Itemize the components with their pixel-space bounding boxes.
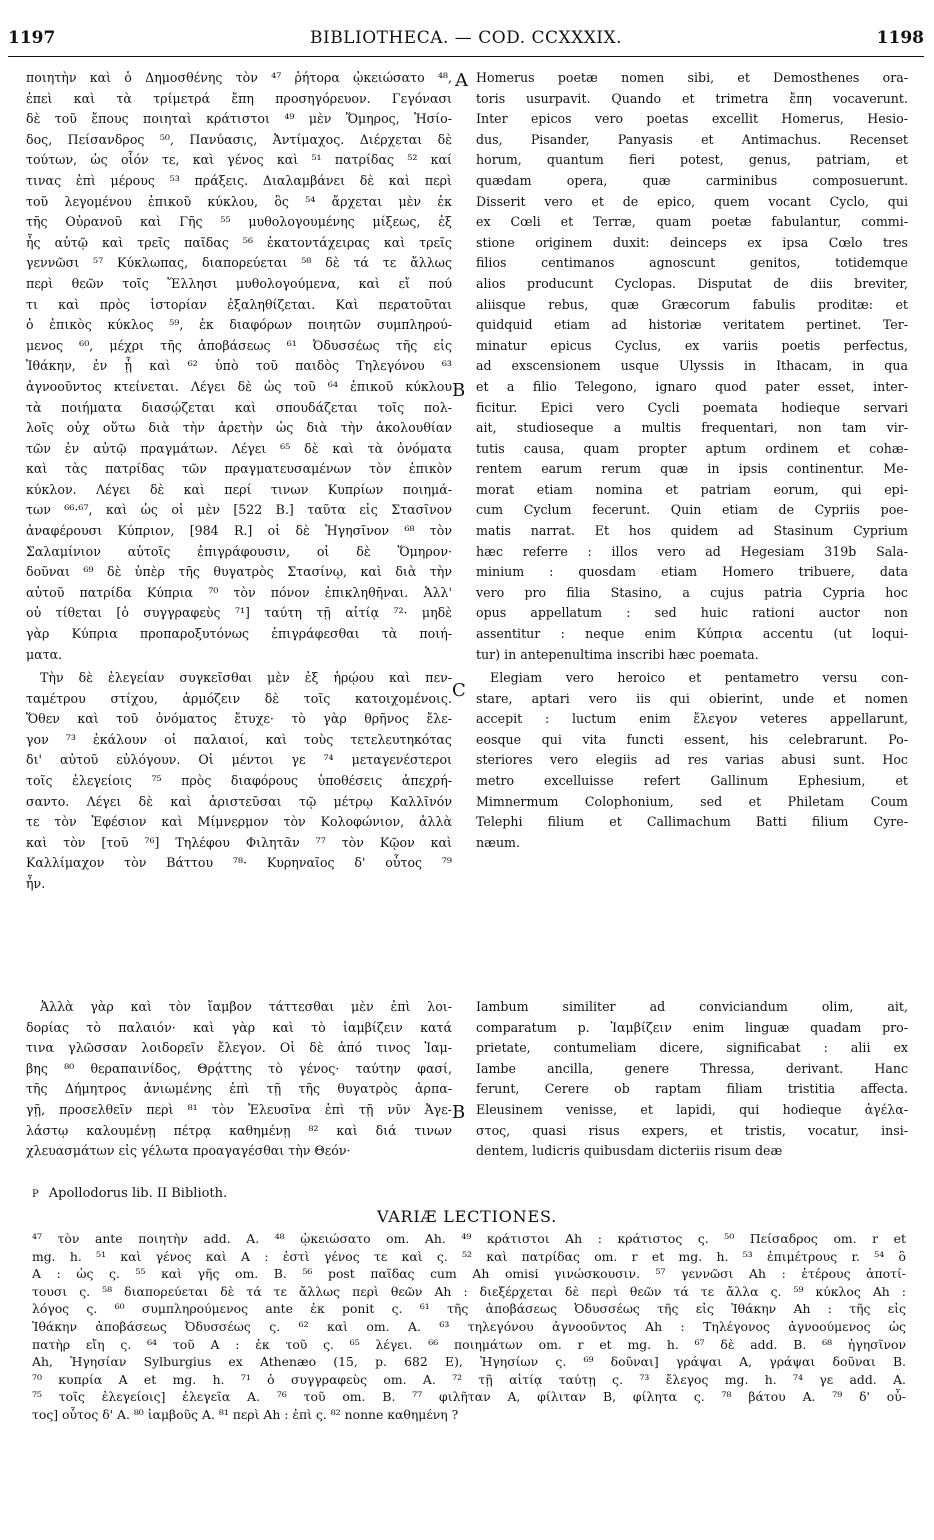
text-line: toris usurpavit. Quando et trimetra ἔπη vocaverunt. — [476, 90, 908, 106]
text-line: tur) in antepenultima inscribi hæc poemata. — [476, 646, 759, 662]
text-line: matis narrat. Et hos quidem ad Stasinum Cyprium — [476, 523, 908, 539]
text-line: τινα γλῶσσαν λοιδορεῖν ἔλεγον. Οἱ δὲ ἀπό τινος Ἰαμ- — [26, 1040, 452, 1056]
footnote — [32, 1186, 227, 1201]
text-line: quædam opera, quæ carminibus composuerunt. — [476, 172, 908, 188]
page-header — [8, 28, 924, 58]
text-line: vero pro filia Stasino, a cujus patria Cypria hoc — [476, 584, 908, 600]
text-line: dentem, ludicris quibusdam dicteriis risum deæ — [476, 1143, 783, 1159]
text-line: ficitur. Epici vero Cycli poemata hodieque servari — [476, 399, 908, 415]
text-line: minatur epicus Cyclus, ex variis poetis perfectus, — [476, 337, 908, 353]
margin-marker-c: C — [452, 680, 466, 701]
text-line: γῇ, προσελθεῖν περὶ ⁸¹ τὸν Ἐλευσῖνα ἐπὶ τῇ νῦν Ἀγε- — [26, 1101, 452, 1117]
text-line: τος] οὗτος δ' A. ⁸⁰ ἰαμβοῦς A. ⁸¹ περὶ Ah : ἐπὶ ς. ⁸² nonne καθημένη ? — [32, 1406, 459, 1422]
text-line: δοῦναι ⁶⁹ δὲ ὑπὲρ τῆς θυγατρὸς Στασίνῳ, καὶ διὰ τὴν — [26, 564, 452, 580]
text-line: τουσι ς. ⁵⁸ διαπορεύεται δὲ τά τε ἄλλως περὶ θεῶν Ah : διεξέρχεται δὲ περὶ θεῶν τά τε ἄλλα ς. ⁵⁹ κύκλος Ah : — [32, 1283, 906, 1299]
variae-lectiones-title: VARIÆ LECTIONES. — [376, 1207, 558, 1226]
latin-column-block-2 — [476, 668, 908, 853]
text-line: comparatum p. Ἰαμβίζειν enim linguæ quadam pro- — [476, 1019, 908, 1035]
text-line: accepit : luctum enim ἔλεγον veteres appellarunt, — [476, 711, 908, 727]
text-line: næum. — [476, 834, 521, 850]
text-line: δος, Πείσανδρος ⁵⁰, Πανύασις, Ἀντίμαχος. Διέρχεται δὲ — [26, 131, 452, 147]
right-page-number: 1198 — [876, 28, 924, 48]
text-line: οὐ τίθεται [ὁ συγγραφεὺς ⁷¹] ταύτη τῇ αἰτίᾳ ⁷²· μηδὲ — [26, 605, 452, 621]
margin-marker-b: B — [452, 380, 466, 401]
text-line: ἐπεὶ καὶ τὰ τρίμετρά ἔπη προσηγόρευον. Γεγόνασι — [26, 90, 452, 106]
text-line: τῆς Δήμητρος ἀνιωμένης ἐπὶ τῇ τῆς θυγατρὸς ἁρπα- — [26, 1081, 452, 1097]
text-line: Ah, Ἡγησίαν Sylburgius ex Athenæo (15, p. 682 E), Ἡγησίων ς. ⁶⁹ δοῦναι] γράψαι A, γράψαι δοῦναι B. — [32, 1354, 906, 1370]
text-line: λάστῳ καλουμένῃ πέτρᾳ καθημένῃ ⁸² καὶ διά τινων — [26, 1122, 452, 1138]
text-line: Homerus poetæ nomen sibi, et Demosthenes ora- — [476, 70, 908, 85]
text-line: Τὴν δὲ ἐλεγείαν συγκεῖσθαι μὲν ἐξ ἡρῴου καὶ πεν- — [40, 670, 452, 685]
footnote-mark: P — [32, 1189, 39, 1200]
text-line: metro excelluisse refert Gallinum Ephesium, et — [476, 772, 908, 788]
text-line: Telephi filium et Callimachum Batti filium Cyre- — [476, 814, 908, 830]
text-line: minium : quosdam etiam Homero tribuere, data — [476, 564, 908, 580]
text-line: ἀγνοοῦντος κτείνεται. Λέγει δὲ ὡς τοῦ ⁶⁴ ἐπικοῦ κύκλου — [26, 378, 452, 394]
text-line: τινας ἐπὶ μέρους ⁵³ πράξεις. Διαλαμβάνει δὲ καὶ περὶ — [26, 172, 452, 188]
text-line: stare, aptari vero iis qui obierint, unde et nomen — [476, 690, 908, 706]
left-page-number: 1197 — [8, 28, 56, 48]
text-line: λόγος ς. ⁶⁰ συμπληρούμενος ante ἐκ ponit ς. ⁶¹ τῆς ἀποβάσεως Ὀδυσσέως τῆς εἰς Ἰθάκην Ah : τῆς εἰς — [32, 1301, 906, 1317]
latin-column-block-1 — [476, 68, 908, 665]
text-line: tutis causa, quam propter aptum ordinem et cohæ- — [476, 440, 908, 456]
text-line: horum, quantum fieri potest, genus, patriam, et — [476, 152, 908, 168]
text-line: μενος ⁶⁰, μέχρι τῆς ἀποβάσεως ⁶¹ Ὀδυσσέως τῆς εἰς — [26, 337, 452, 353]
text-line: δι' αὐτοῦ εὐλόγουν. Οἱ μέντοι γε ⁷⁴ μεταγενέστεροι — [26, 752, 452, 768]
text-line: δὲ τοῦ ἔπους ποιηταὶ κράτιστοι ⁴⁹ μὲν Ὅμηρος, Ἡσίο- — [26, 111, 452, 127]
text-line: τοῦ λεγομένου ἐπικοῦ κύκλου, ὃς ⁵⁴ ἄρχεται μὲν ἐκ — [26, 193, 452, 209]
greek-column-block-2 — [26, 668, 452, 895]
text-line: τι καὶ πρὸς ἱστορίαν ἐξαληθίζεται. Καὶ περατοῦται — [26, 296, 452, 312]
text-line: filios centimanos agnoscunt genitos, totidemque — [476, 255, 908, 271]
text-line: γον ⁷³ ἐκάλουν οἱ παλαιοί, καὶ τοὺς τετελευτηκότας — [26, 731, 452, 747]
header-rule — [8, 56, 924, 57]
text-line: σαντο. Λέγει δὲ καὶ ἀριστεῦσαι τῷ μέτρῳ Καλλῖνόν — [26, 793, 452, 809]
text-line: τε τὸν Ἐφέσιον καὶ Μίμνερμον τὸν Κολοφώνιον, ἀλλὰ — [26, 814, 452, 830]
text-line: cum Cyclum fecerunt. Quin etiam de Cypriis poe- — [476, 502, 908, 518]
text-line: Καλλίμαχον τὸν Βάττου ⁷⁸· Κυρηναῖος δ' οὗτος ⁷⁹ — [26, 855, 452, 871]
text-line: Disserit vero et de epico, quem vocant Cyclo, qui — [476, 193, 908, 209]
text-line: Iambum similiter ad conviciandum olim, ait, — [476, 999, 908, 1014]
text-line: ταμέτρου στίχου, ἁρμόζειν δὲ τοῖς κατοιχομένοις. — [26, 690, 452, 706]
text-line: ἧς αὐτῷ καὶ τρεῖς παῖδας ⁵⁶ ἑκατοντάχειρας καὶ τρεῖς — [26, 234, 452, 250]
text-line: τοῖς ἐλεγείοις ⁷⁵ πρὸς διαφόρους ὑποθέσεις ἀπεχρή- — [26, 772, 452, 788]
text-line: ait, studioseque a multis frequentari, non tam vir- — [476, 420, 908, 436]
text-line: ἀναφέρουσι Κύπριον, [984 R.] οἱ δὲ Ἡγησῖνον ⁶⁸ τὸν — [26, 523, 452, 539]
text-line: dus, Pisander, Panyasis et Antimachus. Recenset — [476, 131, 908, 147]
text-line: mg. h. ⁵¹ καὶ γένος καὶ A : ἐστὶ γένος τε καὶ ς. ⁵² καὶ πατρίδας om. r et mg. h. ⁵³ ἐπιμέτρους r. ⁵⁴ ὃ — [32, 1248, 906, 1264]
text-line: γεννῶσι ⁵⁷ Κύκλωπας, διαπορεύεται ⁵⁸ δὲ τά τε ἄλλως — [26, 255, 452, 271]
text-line: ⁴⁷ τὸν ante ποιητὴν add. A. ⁴⁸ ᾠκειώσατο om. Ah. ⁴⁹ κράτιστοι Ah : κράτιστος ς. ⁵⁰ Πείσαδρος om. r et — [32, 1231, 906, 1246]
text-line: alios producunt Cyclopas. Disputat de diis breviter, — [476, 275, 908, 291]
text-line: morat etiam nomina et patriam eorum, qui epi- — [476, 481, 908, 497]
text-line: Σαλαμίνιον αὐτοῖς ἐπιγράφουσιν, οἱ δὲ Ὅμηρον· — [26, 543, 452, 559]
text-line: ποιητὴν καὶ ὁ Δημοσθένης τὸν ⁴⁷ ῥήτορα ᾠκειώσατο ⁴⁸, — [26, 70, 452, 85]
text-line: δορίας τὸ παλαιόν· καὶ γὰρ καὶ τὸ ἰαμβίζειν κατά — [26, 1019, 452, 1035]
text-line: τὰ ποιήματα διασῴζεται καὶ σπουδάζεται τοῖς πολ- — [26, 399, 452, 415]
margin-marker-b-second: B — [452, 1102, 466, 1123]
text-line: stione originem duxit: deinceps ex ipsa Cœlo tres — [476, 234, 908, 250]
text-line: Ἰθάκην ἀποβάσεως Ὀδυσσέως ς. ⁶² καὶ om. A. ⁶³ τηλεγόνου ἀγνοοῦντος Ah : Τηλέγονος ἀγνοούμενος ὡς — [32, 1318, 906, 1334]
text-line: ferunt, Cerere ob raptam filiam tristitia affecta. — [476, 1081, 908, 1097]
text-line: Iambe ancilla, genere Thressa, derivant. Hanc — [476, 1060, 908, 1076]
text-line: steriores vero elegiis ad res varias abusi sunt. Hoc — [476, 752, 908, 768]
text-line: Mimnermum Colophonium, sed et Philetam Coum — [476, 793, 908, 809]
text-line: ex Cœli et Terræ, quam poetæ fabulantur, commi- — [476, 214, 908, 230]
text-line: ματα. — [26, 646, 63, 662]
text-line: prietate, contumeliam dicere, significabat : alii ex — [476, 1040, 908, 1056]
text-line: λοῖς οὐχ οὕτω διὰ τὴν ἀρετὴν ὡς διὰ τὴν ἀκολουθίαν — [26, 420, 452, 436]
text-line: ὁ ἐπικὸς κύκλος ⁵⁹, ἐκ διαφόρων ποιητῶν συμπληρού- — [26, 317, 452, 333]
text-line: eosque qui vita functi essent, his celebrarunt. Po- — [476, 731, 908, 747]
text-line: ⁷⁵ τοῖς ἐλεγείοις] ἐλεγεῖα A. ⁷⁶ τοῦ om. B. ⁷⁷ φιλῆταν A, φίλιταν B, φίλητα ς. ⁷⁸ βάτου A. ⁷⁹ δ' οὗ- — [32, 1389, 906, 1405]
text-line: rentem earum rerum quæ in ipsis continentur. Me- — [476, 461, 908, 477]
text-line: Inter epicos vero poetas excellit Homerus, Hesio- — [476, 111, 908, 127]
text-line: ad exscensionem usque Ulyssis in Ithacam, in qua — [476, 358, 908, 374]
text-line: A : ὡς ς. ⁵⁵ καὶ γῆς om. B. ⁵⁶ post παῖδας cum Ah omisi γινώσκουσιν. ⁵⁷ γεννῶσι Ah : ἑτέρους ἀποτί- — [32, 1266, 906, 1282]
text-line: γὰρ Κύπρια προπαροξυτόνως ἐπιγράφεσθαι τὰ ποιή- — [26, 626, 452, 642]
text-line: hæc referre : illos vero ad Hegesiam 319b Sala- — [476, 543, 908, 559]
text-line: quidquid etiam ad historiæ veritatem pertinet. Ter- — [476, 317, 908, 333]
text-line: Ἰθάκην, ἐν ᾗ καὶ ⁶² ὑπὸ τοῦ παιδὸς Τηλεγόνου ⁶³ — [26, 358, 452, 374]
variae-lectiones-block — [32, 1230, 906, 1424]
text-line: Ἀλλὰ γὰρ καὶ τὸν ἴαμβον τάττεσθαι μὲν ἐπὶ λοι- — [40, 999, 452, 1014]
margin-marker-a: A — [455, 70, 468, 91]
footnote-text: Apollodorus lib. II Biblioth. — [48, 1186, 228, 1201]
text-line: των ⁶⁶·⁶⁷, καὶ ὡς οἱ μὲν [522 B.] ταῦτα εἰς Στασῖνον — [26, 502, 452, 518]
text-line: ⁷⁰ κυπρία A et mg. h. ⁷¹ ὁ συγγραφεὺς om. A. ⁷² τῇ αἰτίᾳ ταύτῃ ς. ⁷³ ἔλεγος mg. h. ⁷⁴ γε add. A. — [32, 1371, 906, 1387]
text-line: opus appellatum : sed huic rationi auctor non — [476, 605, 908, 621]
text-line: καὶ τὰς πατρίδας τῶν πραγματευσαμένων τὸν ἐπικὸν — [26, 461, 452, 477]
text-line: assentitur : neque enim Κύπρια accentu (ut loqui- — [476, 626, 908, 642]
latin-column-block-3 — [476, 997, 908, 1162]
text-line: πατὴρ εἴη ς. ⁶⁴ τοῦ A : ἐκ τοῦ ς. ⁶⁵ λέγει. ⁶⁶ ποιημάτων om. r et mg. h. ⁶⁷ δὲ add. B. ⁶⁸ ἡγησῖνον — [32, 1336, 906, 1352]
text-line: τῶν ἐν αὐτῷ πραγμάτων. Λέγει ⁶⁵ δὲ καὶ τὰ ὀνόματα — [26, 440, 452, 456]
text-line: ἦν. — [26, 875, 46, 891]
text-line: Eleusinem venisse, et lapidi, qui hodieque ἀγέλα- — [476, 1101, 908, 1117]
greek-column-block-1 — [26, 68, 452, 665]
text-line: καὶ τὸν [τοῦ ⁷⁶] Τηλέφου Φιλητᾶν ⁷⁷ τὸν Κῷον καὶ — [26, 834, 452, 850]
text-line: Elegiam vero heroico et pentametro versu con- — [490, 670, 908, 685]
text-line: et a filio Telegono, ignaro quod pater esset, inter- — [476, 378, 908, 394]
text-line: κύκλον. Λέγει δὲ καὶ περί τινων Κυπρίων ποιημά- — [26, 481, 452, 497]
text-line: χλευασμάτων εἰς γέλωτα προαγαγέσθαι τὴν Θεόν· — [26, 1143, 351, 1159]
text-line: τῆς Οὐρανοῦ καὶ Γῆς ⁵⁵ μυθολογουμένης μίξεως, ἐξ — [26, 214, 452, 230]
text-line: Ὅθεν καὶ τοῦ ὀνόματος ἔτυχε· τὸ γὰρ θρῆνος ἔλε- — [26, 711, 452, 727]
text-line: περὶ θεῶν τοῖς Ἕλλησι μυθολογούμενα, καὶ εἴ πού — [26, 275, 452, 291]
text-line: τούτων, ὡς οἷόν τε, καὶ γένος καὶ ⁵¹ πατρίδας ⁵² καί — [26, 152, 452, 168]
text-line: βης ⁸⁰ θεραπαινίδος, Θρᾴττης τὸ γένος· ταύτην φασί, — [26, 1060, 452, 1076]
greek-column-block-3 — [26, 997, 452, 1162]
text-line: αὐτοῦ πατρίδα Κύπρια ⁷⁰ τὸν πόνον ἐπικληθῆναι. Ἀλλ' — [26, 584, 452, 600]
text-line: aliisque rebus, quæ Græcorum fabulis proditæ: et — [476, 296, 908, 312]
text-line: στος, quasi risus expers, et tristis, vocatur, insi- — [476, 1122, 908, 1138]
running-title: BIBLIOTHECA. — COD. CCXXXIX. — [309, 28, 623, 48]
